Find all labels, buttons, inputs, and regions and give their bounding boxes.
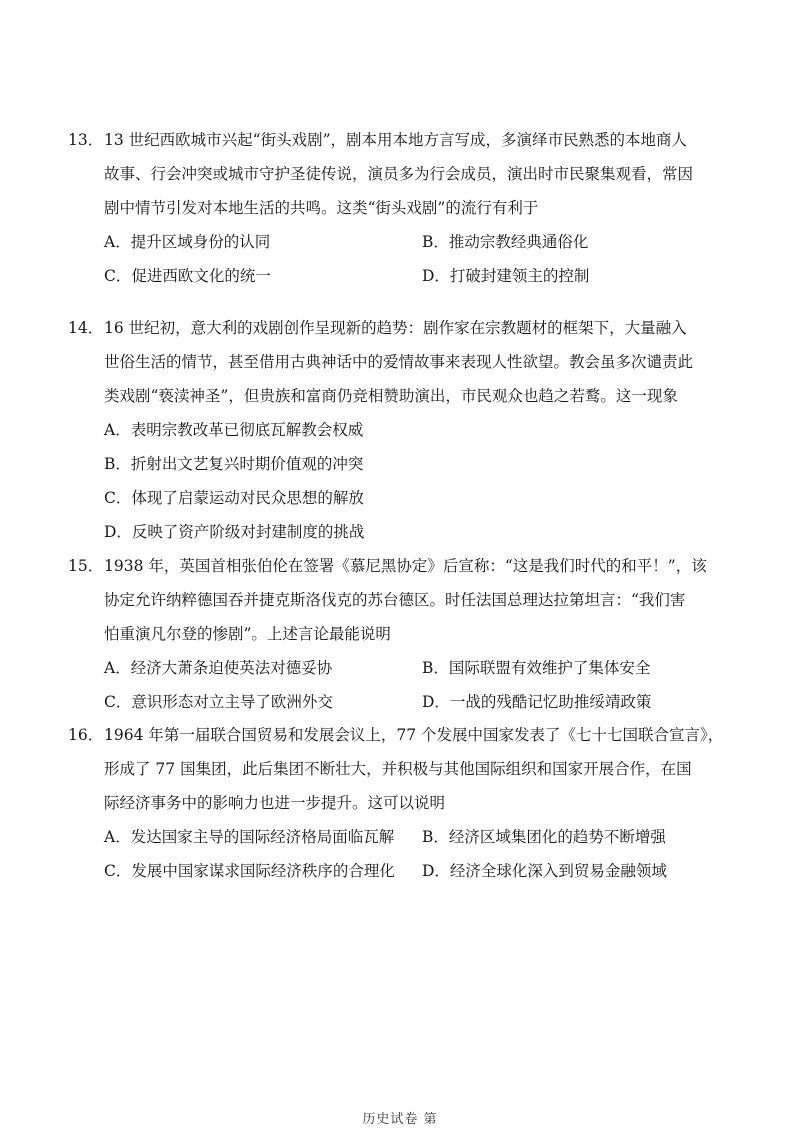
- stem-line: 16 世纪初，意大利的戏剧创作呈现新的趋势：剧作家在宗教题材的框架下，大量融入: [104, 319, 687, 337]
- question-15: [68, 549, 740, 719]
- question-16-options: [68, 820, 740, 888]
- stem-line: 怕重演凡尔登的惨剧”。上述言论最能说明: [104, 625, 391, 643]
- question-13: [68, 123, 740, 293]
- stem-line: 世俗生活的情节，甚至借用古典神话中的爱情故事来表现人性欲望。教会虽多次谴责此: [104, 353, 694, 371]
- option-b[interactable]: B．折射出文艺复兴时期价值观的冲突: [104, 455, 364, 473]
- option-b[interactable]: B．经济区域集团化的趋势不断增强: [422, 828, 666, 846]
- question-number: 16．: [68, 726, 104, 744]
- option-c[interactable]: C．意识形态对立主导了欧洲外交: [104, 693, 333, 711]
- stem-line: 际经济事务中的影响力也进一步提升。这可以说明: [104, 794, 446, 812]
- question-number: 13．: [68, 131, 104, 149]
- option-a[interactable]: A．发达国家主导的国际经济格局面临瓦解: [104, 828, 395, 846]
- stem-line: 类戏剧“亵渎神圣”，但贵族和富商仍竞相赞助演出，市民观众也趋之若鹜。这一现象: [104, 387, 678, 405]
- question-number: 15．: [68, 557, 104, 575]
- question-16-stem: [68, 718, 740, 820]
- option-c[interactable]: C．发展中国家谋求国际经济秩序的合理化: [104, 862, 395, 880]
- option-d[interactable]: D．一战的残酷记忆助推绥靖政策: [422, 693, 652, 711]
- option-b[interactable]: B．推动宗教经典通俗化: [422, 233, 589, 251]
- question-13-stem: [68, 123, 740, 225]
- stem-line: 1938 年，英国首相张伯伦在签署《慕尼黑协定》后宣称：“这是我们时代的和平！”，该: [104, 557, 707, 575]
- option-d[interactable]: D．反映了资产阶级对封建制度的挑战: [104, 523, 365, 541]
- option-a[interactable]: A．提升区域身份的认同: [104, 233, 271, 251]
- option-d[interactable]: D．经济全球化深入到贸易金融领域: [422, 862, 667, 880]
- option-c[interactable]: C．体现了启蒙运动对民众思想的解放: [104, 489, 364, 507]
- question-14-options: [68, 413, 740, 549]
- option-b[interactable]: B．国际联盟有效维护了集体安全: [422, 659, 651, 677]
- option-c[interactable]: C．促进西欧文化的统一: [104, 267, 271, 285]
- option-a[interactable]: A．经济大萧条迫使英法对德妥协: [104, 659, 333, 677]
- question-15-stem: [68, 549, 740, 651]
- question-number: 14．: [68, 319, 104, 337]
- question-13-options: [68, 225, 740, 293]
- stem-line: 协定允许纳粹德国吞并捷克斯洛伐克的苏台德区。时任法国总理达拉第坦言：“我们害: [104, 591, 686, 609]
- page-footer: 历史试卷 第: [362, 1112, 438, 1127]
- stem-line: 1964 年第一届联合国贸易和发展会议上，77 个发展中国家发表了《七十七国联合宣言》，: [104, 726, 724, 744]
- question-16: [68, 718, 740, 888]
- option-d[interactable]: D．打破封建领主的控制: [422, 267, 590, 285]
- stem-line: 故事、行会冲突或城市守护圣徒传说，演员多为行会成员，演出时市民聚集观看，常因: [104, 165, 694, 183]
- stem-line: 13 世纪西欧城市兴起“街头戏剧”，剧本用本地方言写成，多演绎市民熟悉的本地商人: [104, 131, 688, 149]
- stem-line: 形成了 77 国集团，此后集团不断壮大，并积极与其他国际组织和国家开展合作，在国: [104, 760, 692, 778]
- question-14: [68, 311, 740, 549]
- question-15-options: [68, 651, 740, 719]
- question-14-stem: [68, 311, 740, 413]
- option-a[interactable]: A．表明宗教改革已彻底瓦解教会权威: [104, 421, 364, 439]
- stem-line: 剧中情节引发对本地生活的共鸣。这类“街头戏剧”的流行有利于: [104, 199, 539, 217]
